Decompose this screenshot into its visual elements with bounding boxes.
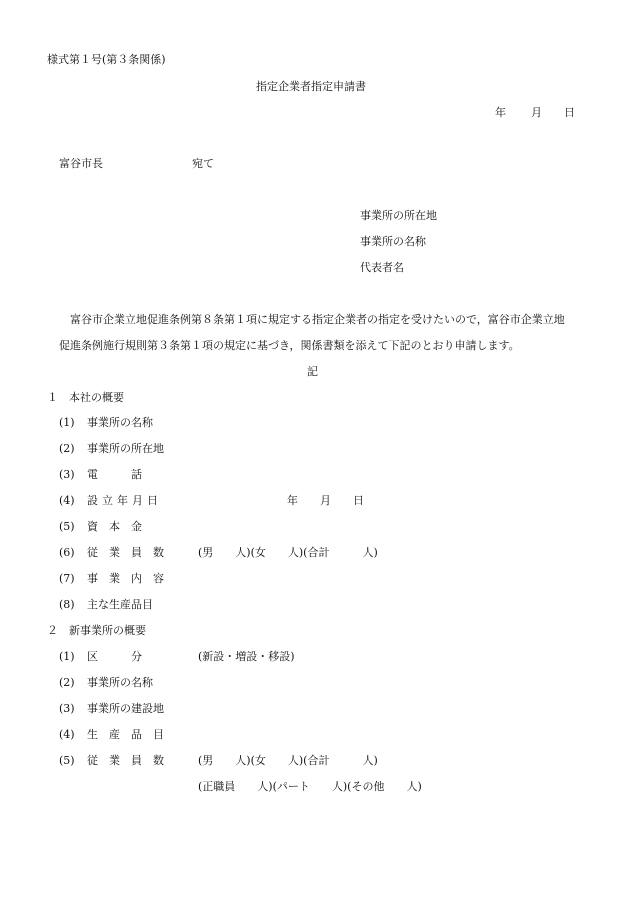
- section-1-item-3-label: 電 話: [87, 468, 142, 481]
- section-2-item-2-num: (2): [59, 676, 75, 689]
- addressee-name: 富谷市長: [59, 157, 103, 170]
- section-2-item-4-num: (4): [59, 728, 75, 741]
- section-1-item-1-label: 事業所の名称: [87, 416, 153, 429]
- section-2-heading: ２ 新事業所の概要: [47, 624, 146, 637]
- section-1-item-1-num: (1): [59, 416, 75, 429]
- section-1-employees-value: (男 人)(女 人)(合計 人): [198, 546, 378, 559]
- ki-heading: 記: [307, 365, 318, 378]
- section-2-item-1-label: 区 分: [87, 650, 142, 663]
- body-line-2: 促進条例施行規則第３条第１項の規定に基づき，関係書類を添えて下記のとおり申請します。: [59, 339, 520, 352]
- section-1-item-6-num: (6): [59, 546, 75, 559]
- section-2-item-4-label: 生 産 品 目: [87, 728, 164, 741]
- section-2-item-5-label: 従 業 員 数: [87, 754, 164, 767]
- section-1-item-4-num: (4): [59, 494, 75, 507]
- body-line-1: 富谷市企業立地促進条例第８条第１項に規定する指定企業者の指定を受けたいので，富谷市企業立地: [70, 313, 565, 326]
- section-1-item-7-label: 事 業 内 容: [87, 572, 164, 585]
- applicant-location-label: 事業所の所在地: [360, 209, 437, 222]
- section-1-item-3-num: (3): [59, 468, 75, 481]
- section-2-employees-breakdown: (正職員 人)(パート 人)(その他 人): [198, 780, 422, 793]
- section-1-item-5-num: (5): [59, 520, 75, 533]
- applicant-name-label: 事業所の名称: [360, 235, 426, 248]
- form-number: 様式第１号(第３条関係): [47, 53, 166, 66]
- section-1-item-8-num: (8): [59, 598, 75, 611]
- section-1-item-4-label: 設立年月日: [87, 494, 162, 507]
- document-title: 指定企業者指定申請書: [256, 80, 366, 93]
- section-1-item-8-label: 主な生産品目: [87, 598, 153, 611]
- section-2-employees-value: (男 人)(女 人)(合計 人): [198, 754, 378, 767]
- section-1-item-2-num: (2): [59, 442, 75, 455]
- applicant-representative-label: 代表者名: [360, 261, 404, 274]
- date-year: 年: [495, 106, 506, 119]
- section-1-item-6-label: 従 業 員 数: [87, 546, 164, 559]
- date-day: 日: [564, 106, 575, 119]
- section-1-item-5-label: 資 本 金: [87, 520, 142, 533]
- section-2-item-1-num: (1): [59, 650, 75, 663]
- established-date-value: 年 月 日: [287, 494, 364, 507]
- section-2-item-3-label: 事業所の建設地: [87, 702, 164, 715]
- section-1-heading: １ 本社の概要: [47, 391, 124, 404]
- section-2-item-3-num: (3): [59, 702, 75, 715]
- section-2-item-5-num: (5): [59, 754, 75, 767]
- section-2-category-value: (新設・増設・移設): [198, 650, 295, 663]
- section-1-item-7-num: (7): [59, 572, 75, 585]
- section-1-item-2-label: 事業所の所在地: [87, 442, 164, 455]
- addressee-suffix: 宛て: [192, 157, 214, 170]
- section-2-item-2-label: 事業所の名称: [87, 676, 153, 689]
- date-month: 月: [531, 106, 542, 119]
